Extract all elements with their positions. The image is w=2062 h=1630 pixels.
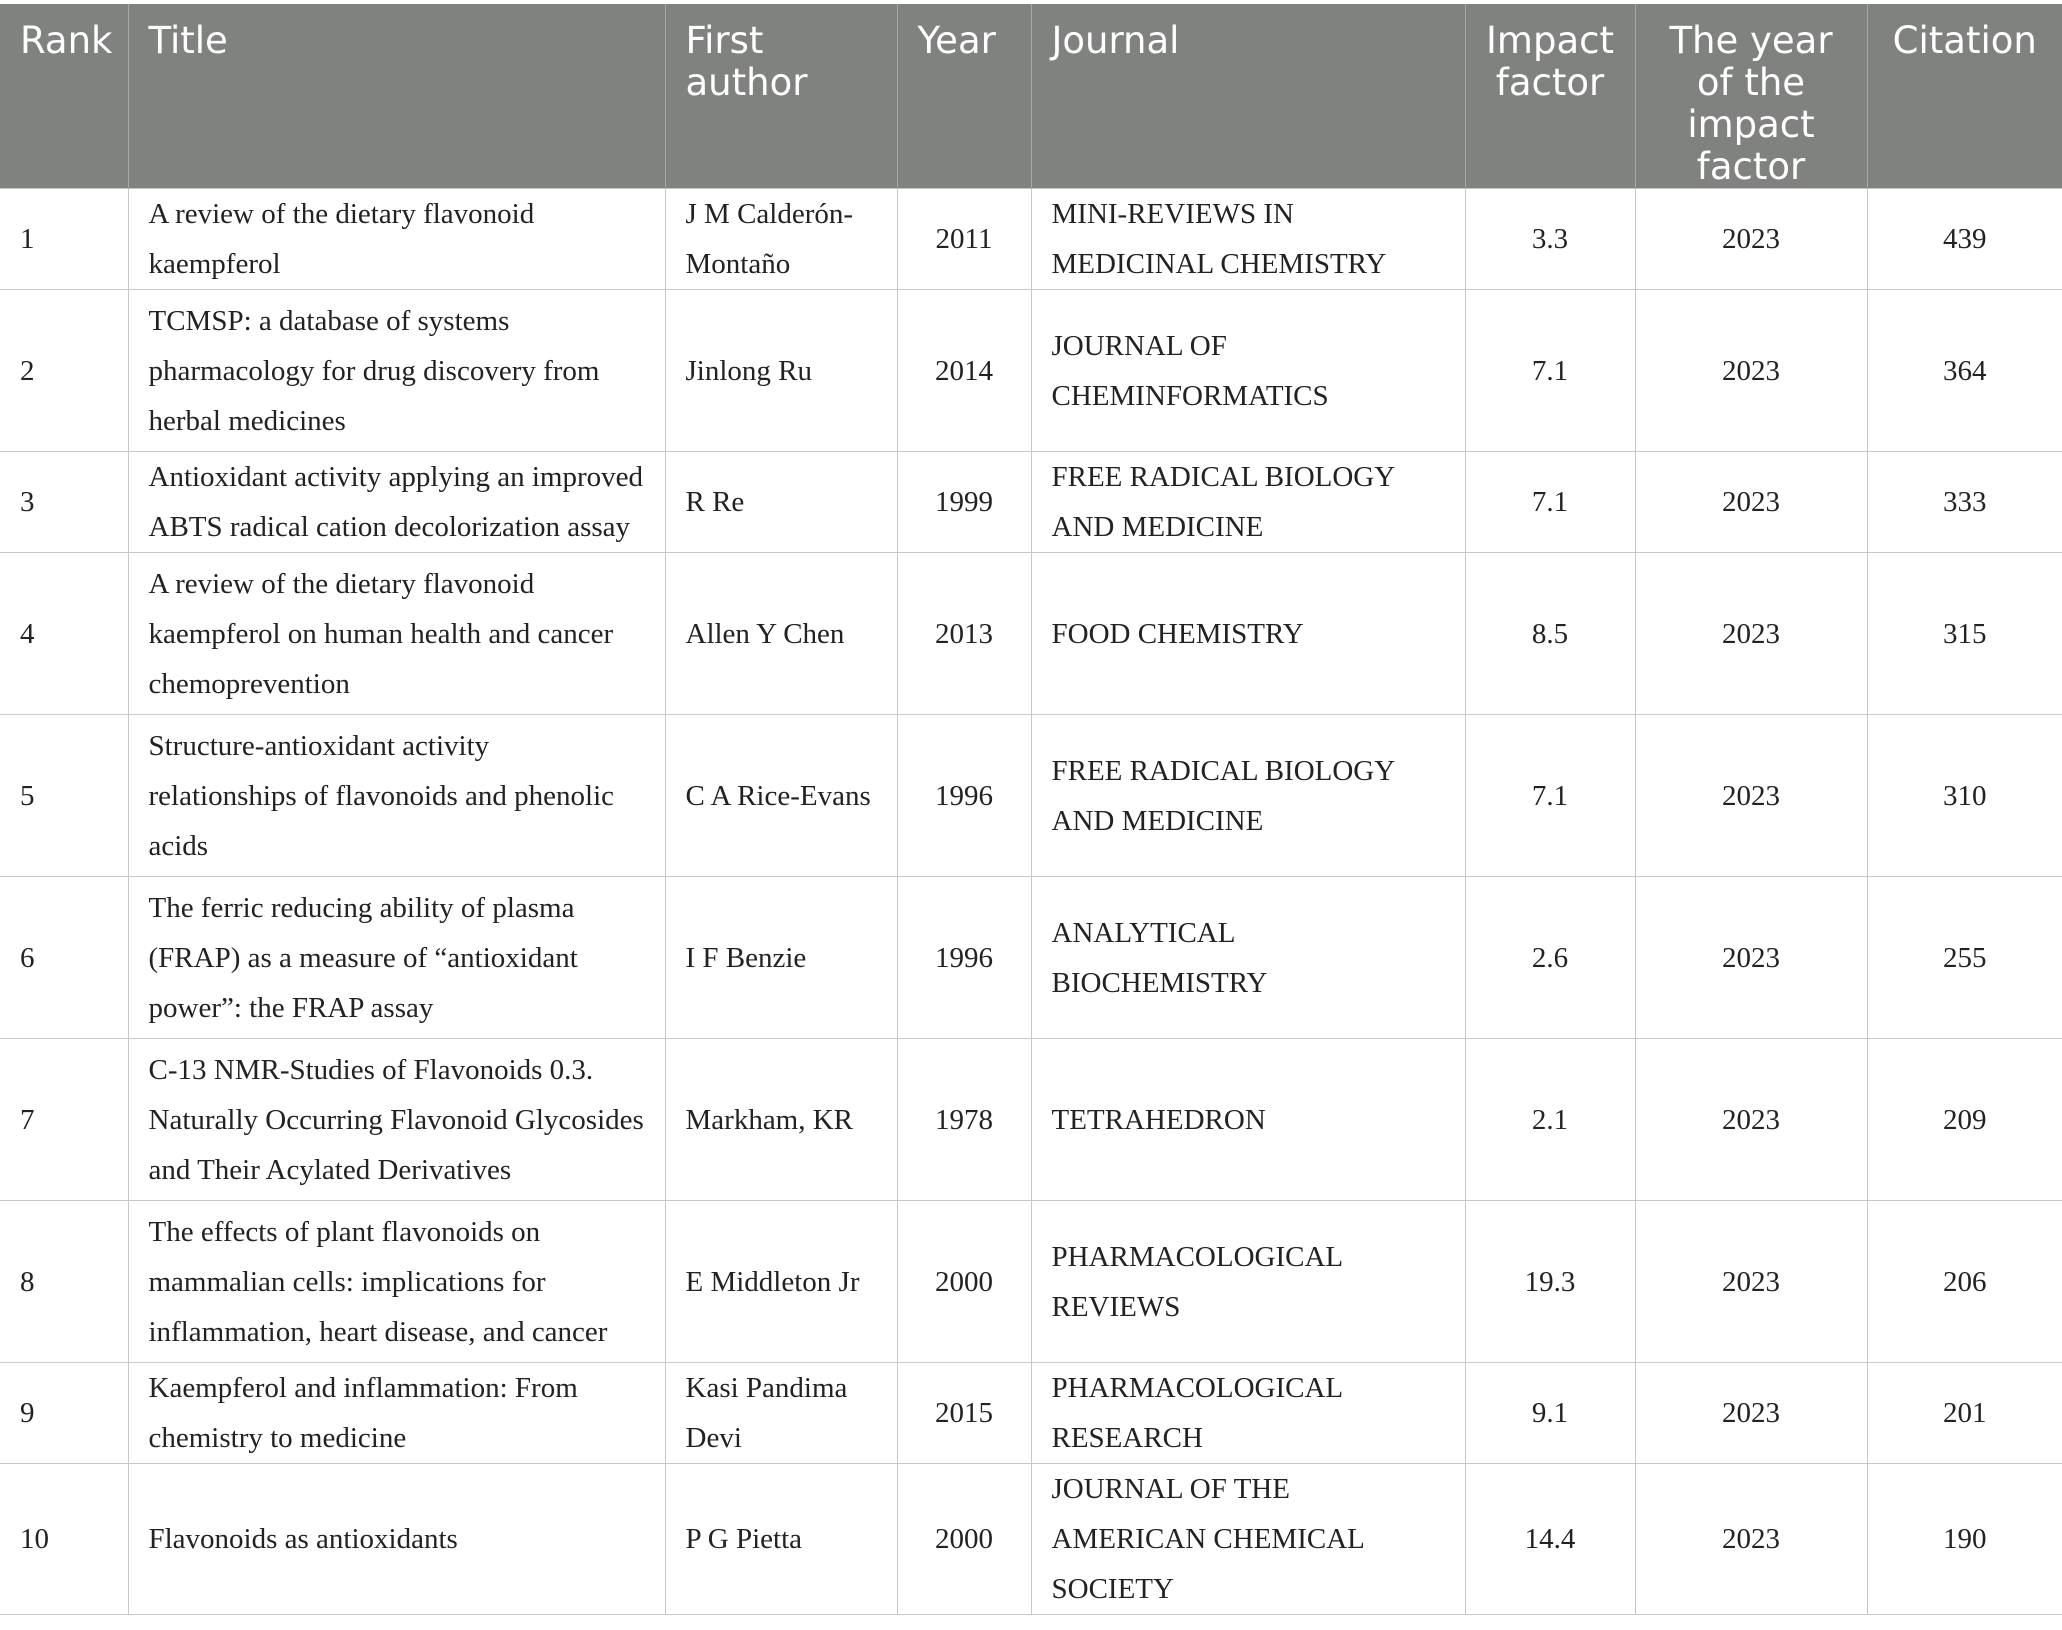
citation-cell: 190 xyxy=(1867,1464,2062,1615)
journal-cell: MINI-REVIEWS IN MEDICINAL CHEMISTRY xyxy=(1031,189,1465,290)
journal-cell: FREE RADICAL BIOLOGY AND MEDICINE xyxy=(1031,452,1465,553)
impact-factor-year-cell: 2023 xyxy=(1635,1039,1867,1201)
header-year: Year xyxy=(897,4,1031,189)
table-row xyxy=(0,1201,2062,1363)
year-cell: 2000 xyxy=(897,1464,1031,1615)
citation-cell: 201 xyxy=(1867,1363,2062,1464)
rank-cell: 9 xyxy=(0,1363,128,1464)
author-cell: Markham, KR xyxy=(665,1039,897,1201)
header-rank: Rank xyxy=(0,4,128,189)
header-impact-factor: Impact factor xyxy=(1465,4,1635,189)
title-cell: TCMSP: a database of systems pharmacology for drug discovery from herbal medicines xyxy=(128,290,665,452)
journal-cell: JOURNAL OF THE AMERICAN CHEMICAL SOCIETY xyxy=(1031,1464,1465,1615)
rank-cell: 5 xyxy=(0,715,128,877)
title-cell: The effects of plant flavonoids on mammalian cells: implications for inflammation, heart disease, and cancer xyxy=(128,1201,665,1363)
header-citation: Citation xyxy=(1867,4,2062,189)
title-cell: A review of the dietary flavonoid kaempferol xyxy=(128,189,665,290)
citation-cell: 364 xyxy=(1867,290,2062,452)
author-cell: P G Pietta xyxy=(665,1464,897,1615)
table-row xyxy=(0,553,2062,715)
impact-factor-cell: 9.1 xyxy=(1465,1363,1635,1464)
title-cell: A review of the dietary flavonoid kaempferol on human health and cancer chemoprevention xyxy=(128,553,665,715)
journal-cell: ANALYTICAL BIOCHEMISTRY xyxy=(1031,877,1465,1039)
impact-factor-cell: 8.5 xyxy=(1465,553,1635,715)
year-cell: 2013 xyxy=(897,553,1031,715)
rank-cell: 2 xyxy=(0,290,128,452)
year-cell: 1999 xyxy=(897,452,1031,553)
header-row xyxy=(0,4,2062,189)
impact-factor-cell: 3.3 xyxy=(1465,189,1635,290)
rank-cell: 4 xyxy=(0,553,128,715)
top-cited-references-table xyxy=(0,4,2062,1615)
citation-cell: 333 xyxy=(1867,452,2062,553)
rank-cell: 6 xyxy=(0,877,128,1039)
header-title: Title xyxy=(128,4,665,189)
header-impact-factor-year: The year of the impact factor xyxy=(1635,4,1867,189)
impact-factor-cell: 14.4 xyxy=(1465,1464,1635,1615)
author-cell: I F Benzie xyxy=(665,877,897,1039)
impact-factor-cell: 7.1 xyxy=(1465,452,1635,553)
table-row xyxy=(0,189,2062,290)
title-cell: The ferric reducing ability of plasma (FRAP) as a measure of “antioxidant power”: the FRAP assay xyxy=(128,877,665,1039)
impact-factor-year-cell: 2023 xyxy=(1635,877,1867,1039)
table-row xyxy=(0,877,2062,1039)
impact-factor-cell: 2.1 xyxy=(1465,1039,1635,1201)
rank-cell: 7 xyxy=(0,1039,128,1201)
header-first-author: First author xyxy=(665,4,897,189)
impact-factor-year-cell: 2023 xyxy=(1635,1363,1867,1464)
citation-cell: 439 xyxy=(1867,189,2062,290)
table-row xyxy=(0,452,2062,553)
title-cell: C-13 NMR-Studies of Flavonoids 0.3. Naturally Occurring Flavonoid Glycosides and Their Acylated Derivatives xyxy=(128,1039,665,1201)
year-cell: 2015 xyxy=(897,1363,1031,1464)
impact-factor-cell: 7.1 xyxy=(1465,715,1635,877)
author-cell: R Re xyxy=(665,452,897,553)
year-cell: 2000 xyxy=(897,1201,1031,1363)
author-cell: Jinlong Ru xyxy=(665,290,897,452)
rank-cell: 8 xyxy=(0,1201,128,1363)
impact-factor-year-cell: 2023 xyxy=(1635,553,1867,715)
year-cell: 2014 xyxy=(897,290,1031,452)
journal-cell: FOOD CHEMISTRY xyxy=(1031,553,1465,715)
author-cell: C A Rice-Evans xyxy=(665,715,897,877)
author-cell: J M Calderón-Montaño xyxy=(665,189,897,290)
impact-factor-year-cell: 2023 xyxy=(1635,715,1867,877)
year-cell: 1978 xyxy=(897,1039,1031,1201)
journal-cell: PHARMACOLOGICAL RESEARCH xyxy=(1031,1363,1465,1464)
author-cell: E Middleton Jr xyxy=(665,1201,897,1363)
year-cell: 2011 xyxy=(897,189,1031,290)
impact-factor-cell: 2.6 xyxy=(1465,877,1635,1039)
title-cell: Flavonoids as antioxidants xyxy=(128,1464,665,1615)
author-cell: Kasi Pandima Devi xyxy=(665,1363,897,1464)
table-row xyxy=(0,1039,2062,1201)
table-row xyxy=(0,290,2062,452)
title-cell: Structure-antioxidant activity relationships of flavonoids and phenolic acids xyxy=(128,715,665,877)
header-journal: Journal xyxy=(1031,4,1465,189)
journal-cell: TETRAHEDRON xyxy=(1031,1039,1465,1201)
impact-factor-year-cell: 2023 xyxy=(1635,189,1867,290)
impact-factor-cell: 7.1 xyxy=(1465,290,1635,452)
rank-cell: 10 xyxy=(0,1464,128,1615)
citation-cell: 206 xyxy=(1867,1201,2062,1363)
impact-factor-year-cell: 2023 xyxy=(1635,452,1867,553)
title-cell: Kaempferol and inflammation: From chemistry to medicine xyxy=(128,1363,665,1464)
impact-factor-cell: 19.3 xyxy=(1465,1201,1635,1363)
year-cell: 1996 xyxy=(897,877,1031,1039)
table-row xyxy=(0,1363,2062,1464)
journal-cell: FREE RADICAL BIOLOGY AND MEDICINE xyxy=(1031,715,1465,877)
impact-factor-year-cell: 2023 xyxy=(1635,1464,1867,1615)
journal-cell: JOURNAL OF CHEMINFORMATICS xyxy=(1031,290,1465,452)
journal-cell: PHARMACOLOGICAL REVIEWS xyxy=(1031,1201,1465,1363)
title-cell: Antioxidant activity applying an improved ABTS radical cation decolorization assay xyxy=(128,452,665,553)
citation-cell: 255 xyxy=(1867,877,2062,1039)
impact-factor-year-cell: 2023 xyxy=(1635,1201,1867,1363)
rank-cell: 1 xyxy=(0,189,128,290)
impact-factor-year-cell: 2023 xyxy=(1635,290,1867,452)
table-row xyxy=(0,715,2062,877)
citation-cell: 310 xyxy=(1867,715,2062,877)
table-row xyxy=(0,1464,2062,1615)
citation-cell: 315 xyxy=(1867,553,2062,715)
author-cell: Allen Y Chen xyxy=(665,553,897,715)
year-cell: 1996 xyxy=(897,715,1031,877)
citation-cell: 209 xyxy=(1867,1039,2062,1201)
rank-cell: 3 xyxy=(0,452,128,553)
